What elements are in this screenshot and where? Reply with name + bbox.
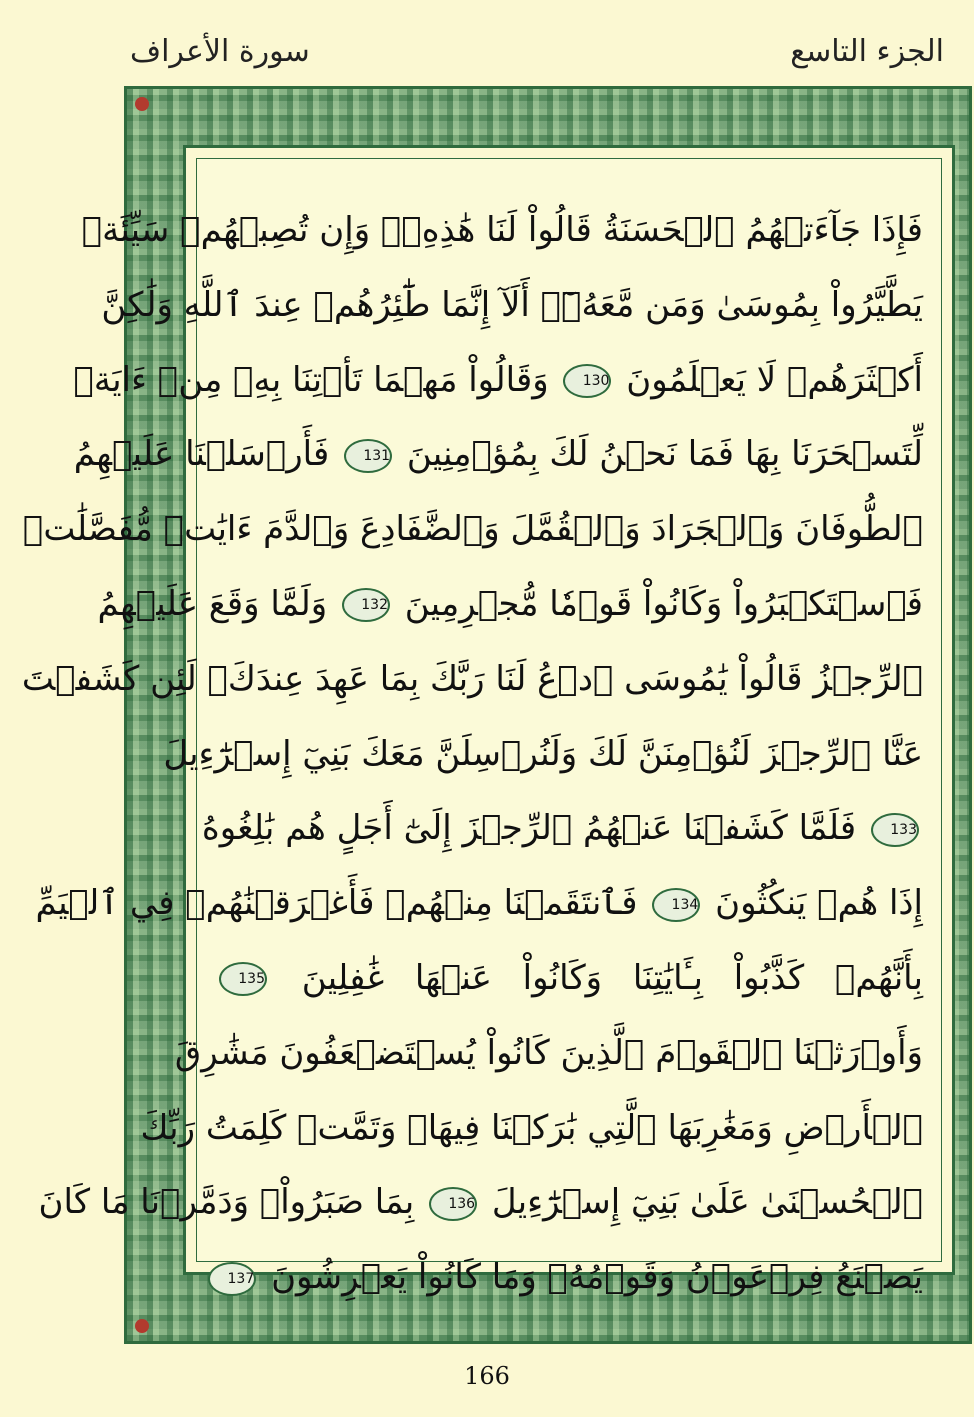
- line-text: أَكۡثَرَهُمۡ لَا يَعۡلَمُونَ: [626, 359, 923, 400]
- ayah-marker: 130: [563, 364, 611, 398]
- text-line-2: [101, 268, 923, 343]
- text-line-3: [73, 343, 923, 418]
- line-text: يَطَّيَّرُواْ بِمُوسَىٰ وَمَن مَّعَهُۥٓۗ أَلَآ إِنَّمَا طَٰٓئِرُهُمۡ عِندَ ٱللَّهِ وَلَٰكِنَّ: [101, 284, 923, 325]
- text-line-7: [21, 642, 923, 717]
- line-text: يَصۡنَعُ فِرۡعَوۡنُ وَقَوۡمُهُۥ وَمَا كَانُواْ يَعۡرِشُونَ: [271, 1257, 923, 1298]
- ayah-marker: 133: [871, 813, 919, 847]
- line-text: ٱلطُّوفَانَ وَٱلۡجَرَادَ وَٱلۡقُمَّلَ وَٱلضَّفَادِعَ وَٱلدَّمَ ءَايَٰتٖ مُّفَصَّلَٰتٖ: [22, 509, 923, 550]
- ornamental-border: [21, 86, 972, 1344]
- line-text: إِذَا هُمۡ يَنكُثُونَ: [715, 883, 923, 924]
- juz-title: الجزء التاسع: [790, 34, 944, 69]
- text-line-6: [97, 567, 923, 642]
- text-lines: [21, 193, 923, 1315]
- text-line-11: [215, 941, 923, 1016]
- line-text: بِمَا صَبَرُواْۖ وَدَمَّرۡنَا مَا كَانَ: [38, 1182, 415, 1223]
- line-text: ٱلۡأَرۡضِ وَمَغَٰرِبَهَا ٱلَّتِي بَٰرَكۡنَا فِيهَاۖ وَتَمَّتۡ كَلِمَتُ رَبِّكَ: [140, 1107, 923, 1148]
- line-text: وَلَمَّا وَقَعَ عَلَيۡهِمُ: [97, 583, 328, 624]
- page-number: 166: [464, 1362, 510, 1390]
- ayah-marker: 131: [344, 439, 392, 473]
- line-text: فَإِذَا جَآءَتۡهُمُ ٱلۡحَسَنَةُ قَالُواْ لَنَا هَٰذِهِۦۖ وَإِن تُصِبۡهُمۡ سَيِّئَةٞ: [81, 210, 923, 250]
- line-text: ٱلرِّجۡزُ قَالُواْ يَٰمُوسَى ٱدۡعُ لَنَا رَبَّكَ بِمَا عَهِدَ عِندَكَۖ لَئِن كَشَفۡتَ: [21, 658, 923, 699]
- inner-frame: [21, 145, 955, 1298]
- text-line-1: [81, 193, 923, 268]
- text-line-9: [201, 791, 923, 866]
- text-line-15: [215, 1240, 923, 1315]
- line-text: وَقَالُواْ مَهۡمَا تَأۡتِنَا بِهِۦ مِنۡ ءَايَةٖ: [73, 359, 549, 400]
- ayah-marker: 132: [342, 588, 390, 622]
- line-text: فَٱنتَقَمۡنَا مِنۡهُمۡ فَأَغۡرَقۡنَٰهُمۡ فِي ٱلۡيَمِّ: [35, 883, 638, 924]
- line-text: وَأَوۡرَثۡنَا ٱلۡقَوۡمَ ٱلَّذِينَ كَانُواْ يُسۡتَضۡعَفُونَ مَشَٰرِقَ: [174, 1032, 923, 1073]
- line-text: فَأَرۡسَلۡنَا عَلَيۡهِمُ: [73, 434, 330, 475]
- text-line-4: [73, 417, 923, 492]
- text-line-10: [35, 866, 923, 941]
- ayah-marker: 137: [208, 1262, 256, 1296]
- text-line-8: [163, 717, 923, 792]
- text-panel: [21, 158, 942, 1298]
- line-text: فَٱسۡتَكۡبَرُواْ وَكَانُواْ قَوۡمٗا مُّجۡرِمِينَ: [404, 583, 923, 624]
- line-text: فَلَمَّا كَشَفۡنَا عَنۡهُمُ ٱلرِّجۡزَ إِلَىٰٓ أَجَلٍ هُم بَٰلِغُوهُ: [201, 808, 857, 849]
- ayah-marker: 134: [652, 888, 700, 922]
- line-text: لِّتَسۡحَرَنَا بِهَا فَمَا نَحۡنُ لَكَ بِمُؤۡمِنِينَ: [406, 434, 923, 475]
- line-text: بِأَنَّهُمۡ كَذَّبُواْ بِـَٔايَٰتِنَا وَكَانُواْ عَنۡهَا غَٰفِلِينَ: [301, 957, 923, 998]
- text-line-13: [140, 1091, 923, 1166]
- text-line-12: [174, 1016, 923, 1091]
- line-text: عَنَّا ٱلرِّجۡزَ لَنُؤۡمِنَنَّ لَكَ وَلَنُرۡسِلَنَّ مَعَكَ بَنِيٓ إِسۡرَٰٓءِيلَ: [163, 733, 923, 774]
- ayah-marker: 136: [429, 1187, 477, 1221]
- text-line-5: [22, 492, 923, 567]
- ayah-marker: 135: [219, 962, 267, 996]
- corner-ornament-icon: [135, 97, 149, 111]
- text-line-14: [38, 1165, 923, 1240]
- corner-ornament-icon: [135, 1319, 149, 1333]
- line-text: ٱلۡحُسۡنَىٰ عَلَىٰ بَنِيٓ إِسۡرَٰٓءِيلَ: [491, 1182, 923, 1223]
- surah-title: سورة الأعراف: [130, 34, 310, 69]
